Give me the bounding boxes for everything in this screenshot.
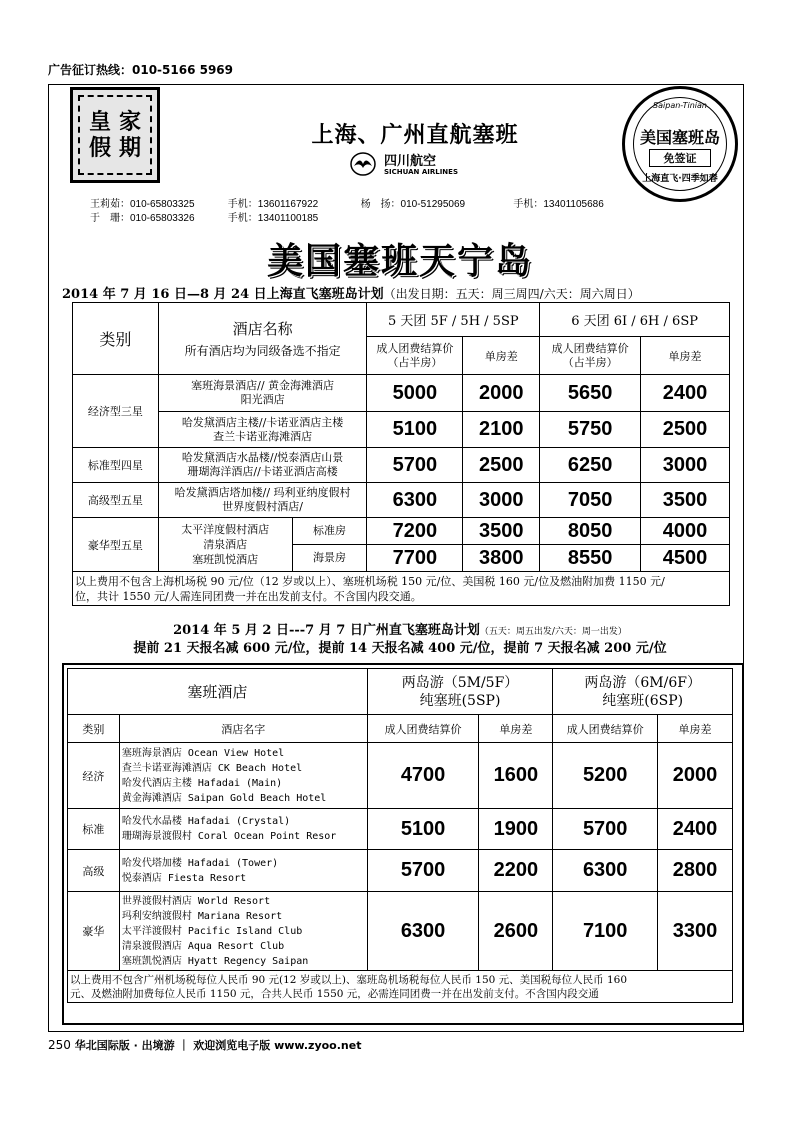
category-cell: 高级	[68, 850, 120, 892]
price-cell: 2500	[463, 448, 540, 483]
contact-phone: 杨 扬：010-51295069	[360, 199, 466, 210]
hotel-line: 阳光酒店	[240, 393, 285, 406]
saipan-seal	[622, 86, 738, 202]
price-cell: 7200	[367, 518, 463, 545]
category-cell: 豪华型五星	[73, 518, 159, 572]
hotel-line: 太平洋渡假村 Pacific Island Club	[121, 925, 303, 937]
contact-mobile: 手机：13401100185	[227, 213, 319, 224]
price-cell: 2400	[658, 809, 733, 850]
price-cell: 4700	[367, 743, 479, 809]
hotel-line: 塞班凯悦酒店	[192, 553, 259, 566]
header-category: 类别	[68, 715, 120, 743]
header-category: 类别	[73, 303, 159, 375]
header-hotel-label: 酒店名称	[232, 320, 293, 338]
hotel-cell	[158, 412, 367, 448]
hotel-cell	[119, 743, 367, 809]
table-row	[73, 412, 730, 448]
adult-price-sub: （占半房）	[562, 355, 618, 369]
header-hotels: 塞班酒店	[68, 669, 368, 715]
guangzhou-plan-title	[0, 619, 800, 638]
price-cell: 2200	[479, 850, 553, 892]
header-adult-price	[367, 337, 463, 375]
hotel-cell	[158, 448, 367, 483]
table-row	[73, 375, 730, 412]
contact-phone: 于 珊：010-65803326	[90, 213, 195, 224]
hotel-line: 哈发黛酒店主楼//卡诺亚酒店主楼	[181, 415, 344, 429]
page-number: 250	[48, 1038, 71, 1052]
price-cell: 8550	[540, 545, 641, 572]
logo-char: 假	[88, 135, 111, 161]
price-cell: 3500	[641, 483, 730, 518]
hotel-cell	[119, 892, 367, 971]
header-single-supplement: 单房差	[641, 337, 730, 375]
hotel-line: 哈发代水晶楼 Hafadai (Crystal)	[121, 816, 291, 827]
hotel-line: 塞班海景酒店 Ocean View Hotel	[121, 747, 285, 759]
note-line: 以上费用不包含广州机场税每位人民币 90 元(12 岁或以上)、塞班岛机场税每位人民币 150 元、美国税每位人民币 160	[70, 973, 628, 986]
tour-label: 纯塞班(5SP)	[419, 692, 501, 709]
hotel-line: 哈发代塔加楼 Hafadai (Tower)	[121, 857, 279, 869]
price-cell: 3000	[641, 448, 730, 483]
guangzhou-price-table	[67, 668, 733, 1003]
hotel-line: 查兰卡诺亚海滩酒店	[213, 429, 313, 443]
price-cell: 2100	[463, 412, 540, 448]
table-note-row	[68, 971, 733, 1003]
price-cell: 5650	[540, 375, 641, 412]
contact-row	[90, 209, 318, 224]
adult-price-sub: （占半房）	[387, 355, 443, 369]
price-cell: 7700	[367, 545, 463, 572]
price-cell: 6300	[367, 483, 463, 518]
price-cell: 5700	[367, 850, 479, 892]
hotel-line: 悦泰酒店 Fiesta Resort	[121, 872, 247, 884]
price-cell: 2500	[641, 412, 730, 448]
hotel-line: 清泉酒店	[203, 538, 248, 551]
header-hotel-name: 酒店名字	[119, 715, 367, 743]
header-adult-price: 成人团费结算价	[553, 715, 658, 743]
logo-char: 皇	[88, 109, 111, 135]
price-cell: 2000	[658, 743, 733, 809]
price-cell: 2600	[479, 892, 553, 971]
header-adult-price: 成人团费结算价	[367, 715, 479, 743]
header-title: 上海、广州直航塞班	[311, 122, 519, 148]
hotel-line: 哈发代酒店主楼 Hafadai (Main)	[121, 777, 283, 789]
room-type-cell: 标准房	[292, 518, 367, 545]
category-cell: 经济	[68, 743, 120, 809]
note-line: 元、及燃油附加费每位人民币 1150 元，合共人民币 1550 元，必需连同团费一并在出发前支付。不含国内段交通	[70, 987, 599, 1000]
header-6day-tour	[553, 669, 733, 715]
hotel-line: 珊瑚海景渡假村 Coral Ocean Point Resor	[121, 831, 337, 842]
hotel-line: 查兰卡诺亚海滩酒店 CK Beach Hotel	[121, 762, 303, 774]
note-line: 以上费用不包含上海机场税 90 元/位（12 岁或以上）、塞班机场税 150 元/位、美国税 160 元/位及燃油附加费 1150 元/	[75, 574, 665, 588]
header-6day: 6 天团 6I / 6H / 6SP	[540, 303, 730, 337]
hotel-line: 塞班海景酒店// 黄金海滩酒店	[191, 379, 335, 392]
plan-dates: 2014 年 5 月 2 日---7 月 7 日广州直飞塞班岛计划	[173, 623, 480, 638]
table-note-row	[73, 572, 730, 606]
logo-char: 家	[118, 109, 141, 135]
price-cell: 6250	[540, 448, 641, 483]
tour-label: 两岛游（6M/6F）	[584, 674, 701, 691]
header-single-supplement: 单房差	[658, 715, 733, 743]
header-hotel	[158, 303, 367, 375]
price-cell: 1900	[479, 809, 553, 850]
price-cell: 5700	[553, 809, 658, 850]
category-cell: 高级型五星	[73, 483, 159, 518]
plan-departure-note: （出发日期：五天：周三周四/六天：周六周日）	[383, 287, 640, 301]
price-cell: 5000	[367, 375, 463, 412]
price-cell: 3500	[463, 518, 540, 545]
table-row	[73, 518, 730, 545]
tour-label: 两岛游（5M/5F）	[401, 674, 519, 691]
tour-label: 纯塞班(6SP)	[602, 692, 684, 709]
price-cell: 7050	[540, 483, 641, 518]
table-row	[68, 809, 733, 850]
price-cell: 7100	[553, 892, 658, 971]
seal-bottom-text: 上海直飞·四季如春	[642, 174, 718, 184]
price-cell: 5100	[367, 809, 479, 850]
header-single-supplement: 单房差	[463, 337, 540, 375]
contact-mobile: 手机：13601167922	[227, 199, 319, 210]
hotel-line: 玛利安纳渡假村 Mariana Resort	[121, 910, 283, 922]
shanghai-plan-title	[62, 283, 742, 302]
royal-holiday-logo	[70, 87, 160, 183]
price-cell: 2800	[658, 850, 733, 892]
table-row	[68, 892, 733, 971]
page-footer	[48, 1037, 361, 1053]
hotel-line: 黄金海滩酒店 Saipan Gold Beach Hotel	[121, 792, 327, 804]
price-cell: 1600	[479, 743, 553, 809]
airline-logo	[350, 150, 480, 184]
airline-name-cn: 四川航空	[384, 154, 437, 169]
price-cell: 8050	[540, 518, 641, 545]
price-cell: 2400	[641, 375, 730, 412]
header-single-supplement: 单房差	[479, 715, 553, 743]
hotel-line: 哈发黛酒店水晶楼//悦泰酒店山景	[181, 451, 344, 464]
header-hotel-sub: 所有酒店均为同级备选不指定	[184, 344, 341, 358]
contact-row	[90, 195, 604, 210]
ad-hotline: 广告征订热线：010-5166 5969	[48, 63, 234, 77]
airline-name-en: SICHUAN AIRLINES	[384, 168, 458, 176]
price-cell: 5750	[540, 412, 641, 448]
table-row	[68, 850, 733, 892]
hotel-cell	[158, 483, 367, 518]
hotel-line: 世界度假村酒店/	[222, 500, 303, 513]
room-type-cell: 海景房	[292, 545, 367, 572]
footer-text: 华北国际版 · 出境游 ｜ 欢迎浏览电子版 www.zyoo.net	[74, 1039, 362, 1052]
price-cell: 4000	[641, 518, 730, 545]
price-cell: 4500	[641, 545, 730, 572]
price-cell: 3800	[463, 545, 540, 572]
hotel-line: 太平洋度假村酒店	[181, 523, 270, 536]
price-cell: 3000	[463, 483, 540, 518]
header-5day: 5 天团 5F / 5H / 5SP	[367, 303, 540, 337]
category-cell: 豪华	[68, 892, 120, 971]
adult-price-label: 成人团费结算价	[376, 341, 454, 355]
adult-price-label: 成人团费结算价	[551, 341, 629, 355]
plan-dates: 2014 年 7 月 16 日—8 月 24 日上海直飞塞班岛计划	[62, 287, 384, 302]
logo-char: 期	[118, 135, 141, 161]
category-cell: 经济型三星	[73, 375, 159, 448]
price-note	[68, 971, 733, 1003]
price-cell: 3300	[658, 892, 733, 971]
price-cell: 5200	[553, 743, 658, 809]
category-cell: 标准型四星	[73, 448, 159, 483]
price-cell: 2000	[463, 375, 540, 412]
hotel-cell	[158, 375, 367, 412]
bird-icon	[350, 152, 376, 176]
hotel-cell	[119, 850, 367, 892]
hotel-cell	[119, 809, 367, 850]
price-cell: 6300	[553, 850, 658, 892]
hotel-line: 塞班凯悦酒店 Hyatt Regency Saipan	[121, 955, 309, 967]
contact-mobile: 手机：13401105686	[513, 199, 604, 210]
seal-badge: 免签证	[649, 149, 711, 167]
hotel-line: 世界渡假村酒店 World Resort	[121, 895, 271, 907]
price-cell: 6300	[367, 892, 479, 971]
table-row	[73, 448, 730, 483]
header-adult-price	[540, 337, 641, 375]
price-cell: 5700	[367, 448, 463, 483]
early-booking-discount: 提前 21 天报名减 600 元/位，提前 14 天报名减 400 元/位，提前 7 天报名减 200 元/位	[133, 641, 667, 656]
plan-departure-note: （五天：周五出发/六天：周一出发）	[479, 627, 627, 637]
contact-phone: 王莉茹：010-65803325	[90, 199, 195, 210]
note-line: 位，共计 1550 元/人需连同团费一并在出发前支付。不含国内段交通。	[75, 589, 422, 603]
seal-top-text: Saipan-Tinian	[653, 101, 707, 110]
table-row	[73, 483, 730, 518]
header-5day-tour	[367, 669, 553, 715]
category-cell: 标准	[68, 809, 120, 850]
shanghai-price-table	[72, 302, 730, 606]
hotel-line: 哈发黛酒店塔加楼// 玛利亚纳度假村	[174, 486, 351, 499]
seal-main-text: 美国塞班岛	[639, 128, 720, 147]
price-note	[73, 572, 730, 606]
hotel-line: 清泉渡假酒店 Aqua Resort Club	[121, 940, 285, 952]
hotel-cell	[158, 518, 292, 572]
hotel-line: 珊瑚海洋酒店//卡诺亚酒店高楼	[187, 465, 338, 478]
table-row	[68, 743, 733, 809]
price-cell: 5100	[367, 412, 463, 448]
page-title: 美国塞班天宁岛	[266, 240, 533, 282]
